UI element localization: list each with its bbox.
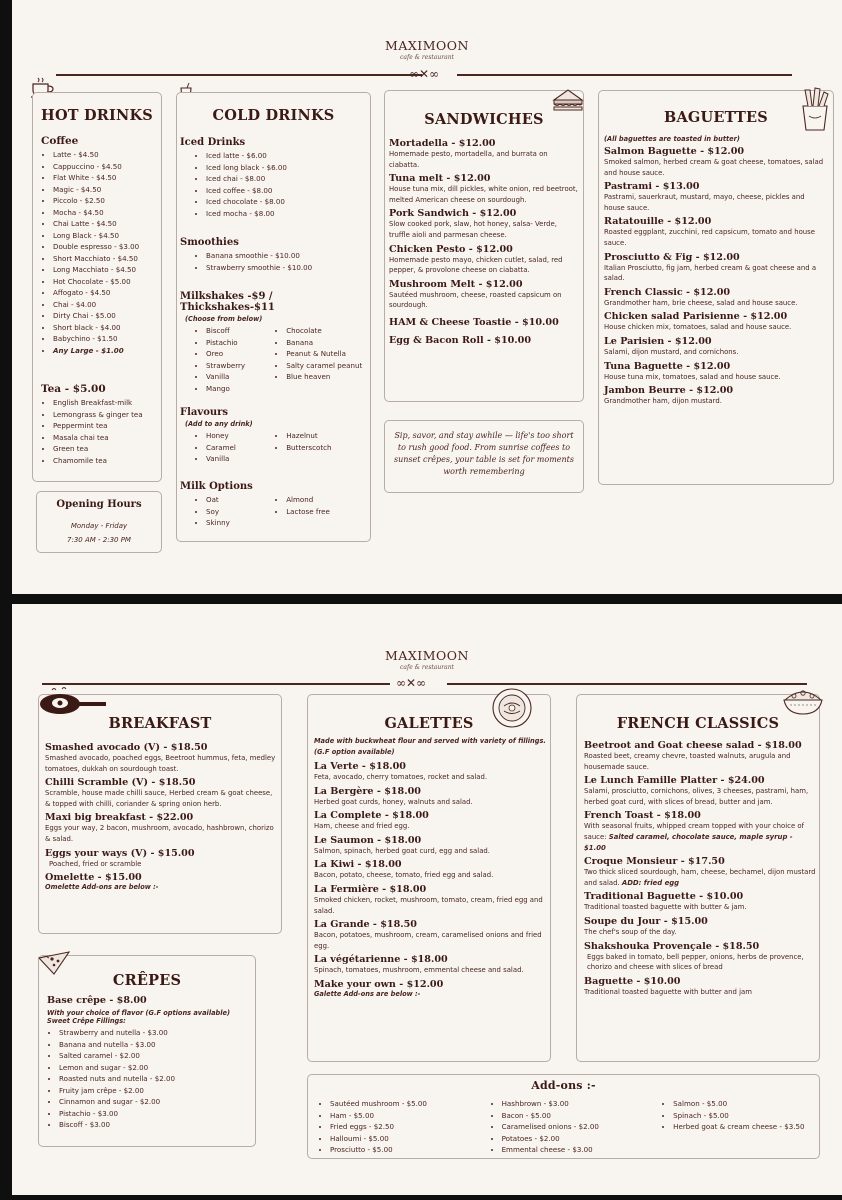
galette-name: La Fermière - $18.00 (314, 883, 427, 895)
smoothies-heading: Smoothies (180, 237, 239, 248)
addon-item: • Fried eggs - $2.50 (330, 1121, 486, 1133)
addon-item: • Sautéed mushroom - $5.00 (330, 1098, 486, 1110)
french-item-desc (584, 821, 816, 853)
milk-options-block (180, 481, 368, 529)
french-item-desc-text: Two thick sliced sourdough, ham, cheese, bechamel, dijon mustard and salad. (584, 868, 816, 887)
shakes-list-col1 (180, 325, 274, 394)
smoothies-list (180, 250, 365, 273)
tea-item: • Green tea (53, 443, 159, 455)
tagline-quote-box (384, 420, 584, 493)
iced-drinks-list (180, 150, 365, 219)
galette-name: La Kiwi - $18.00 (314, 859, 402, 871)
crepes-list (47, 992, 253, 1131)
sandwich-desc: Slow cooked pork, slaw, hot honey, salsa- Verde, truffle aioli and parmesan cheese. (389, 220, 557, 239)
sandwich-desc: Homemade pesto, mortadella, and burrata on ciabatta. (389, 150, 548, 169)
coffee-item: • Magic - $4.50 (53, 184, 159, 196)
milk-item: • Lactose free (286, 506, 368, 518)
addons-col1 (314, 1098, 486, 1156)
coffee-item: • Babychino - $1.50 (53, 333, 159, 345)
breakfast-name: Chilli Scramble (V) - $18.50 (45, 777, 196, 789)
flavours-list-col1 (180, 430, 274, 465)
baguettes-section (598, 90, 834, 485)
hot-drinks-title: HOT DRINKS (41, 107, 153, 124)
shake-item: • Salty caramel peanut (286, 360, 368, 372)
sandwiches-title: SANDWICHES (424, 111, 544, 128)
baguette-name: Salmon Baguette - $12.00 (604, 146, 745, 157)
addon-item: • Halloumi - $5.00 (330, 1133, 486, 1145)
baguette-name: Pastrami - $13.00 (604, 181, 700, 193)
baguette-name: Le Parisien - $12.00 (604, 335, 712, 347)
shake-item: • Oreo (206, 348, 274, 360)
baguette-desc: Smoked salmon, herbed cream & goat cheese, tomatoes, salad and house sauce. (604, 158, 824, 177)
coffee-item: • Long Black - $4.50 (53, 230, 159, 242)
milk-list-col1 (180, 494, 274, 529)
baguette-desc: House tuna mix, tomatoes, salad and house sauce. (604, 372, 781, 381)
french-item-name: Le Lunch Famille Platter - $24.00 (584, 775, 765, 787)
opening-days: Monday - Friday (70, 522, 128, 530)
crepe-filling-item: • Strawberry and nutella - $3.00 (59, 1027, 253, 1039)
cold-drinks-section (176, 92, 371, 542)
french-item-desc (584, 867, 816, 888)
iced-item: • Iced chai - $8.00 (206, 173, 365, 185)
sandwich-name: Chicken Pesto - $12.00 (389, 243, 513, 255)
shake-item: • Pistachio (206, 337, 274, 349)
divider-right (457, 74, 792, 76)
crepe-filling-item: • Pistachio - $3.00 (59, 1108, 253, 1120)
sandwich-name: Egg & Bacon Roll - $10.00 (389, 334, 531, 346)
divider-left (56, 74, 422, 76)
coffee-list (41, 149, 159, 356)
baguette-desc: Grandmother ham, dijon mustard. (604, 397, 722, 406)
french-item-name: Soupe du Jour - $15.00 (584, 915, 708, 927)
coffee-item: • Cappuccino - $4.50 (53, 161, 159, 173)
baguette-name: Jambon Beurre - $12.00 (604, 385, 734, 397)
galette-desc: Bacon, potatoes, mushroom, cream, caramelised onions and fried egg. (314, 931, 542, 950)
flavour-item: • Butterscotch (286, 442, 368, 454)
galette-desc: Bacon, potato, cheese, tomato, fried egg and salad. (314, 871, 494, 880)
shake-item: • Strawberry (206, 360, 274, 372)
galette-addons-note: Galette Add-ons are below :- (314, 989, 421, 998)
baguettes-note: (All baguettes are toasted in butter) (604, 135, 740, 143)
baguette-name: French Classic - $12.00 (604, 286, 731, 298)
divider-right (447, 683, 807, 685)
french-item-desc: The chef's soup of the day. (584, 927, 677, 936)
sandwich-desc: House tuna mix, dill pickles, white onion, red beetroot, melted American cheese on sourdough. (389, 185, 578, 204)
breakfast-name: Maxi big breakfast - $22.00 (45, 812, 194, 824)
french-item-name: Shakshouka Provençale - $18.50 (584, 940, 760, 952)
breakfast-desc: Poached, fried or scramble (49, 859, 142, 868)
french-classics-list (584, 737, 816, 997)
addons-title: Add-ons :- (531, 1079, 596, 1092)
addon-item: • Salmon - $5.00 (673, 1098, 819, 1110)
galette-desc: Feta, avocado, cherry tomatoes, rocket and salad. (314, 773, 488, 781)
addon-item: • Prosciutto - $5.00 (330, 1144, 486, 1156)
breakfast-section (38, 694, 282, 934)
addon-item: • Herbed goat & cream cheese - $3.50 (673, 1121, 819, 1133)
flavours-note: (Add to any drink) (185, 420, 253, 428)
crepes-title: CRÊPES (112, 972, 182, 989)
addon-item: • Caramelised onions - $2.00 (502, 1121, 658, 1133)
galette-name: La Bergère - $18.00 (314, 785, 421, 797)
french-item-name: Baguette - $10.00 (584, 975, 681, 987)
galette-name: La Grande - $18.50 (314, 919, 417, 931)
shake-item: • Chocolate (286, 325, 368, 337)
coffee-block (41, 135, 159, 356)
addon-item: • Bacon - $5.00 (502, 1110, 658, 1122)
tea-block (41, 383, 159, 466)
galette-desc: Smoked chicken, rocket, mushroom, tomato, cream, fried egg and salad. (314, 895, 543, 915)
milk-item: • Soy (206, 506, 274, 518)
sandwich-name: Pork Sandwich - $12.00 (389, 208, 517, 220)
brand-name: MAXIMOON (385, 38, 469, 53)
baguette-name: Chicken salad Parisienne - $12.00 (604, 311, 788, 323)
baguette-desc: Grandmother ham, brie cheese, salad and house sauce. (604, 298, 798, 307)
iced-item: • Iced mocha - $8.00 (206, 208, 365, 220)
salad-bowl-icon (782, 686, 824, 718)
shake-item: • Peanut & Nutella (286, 348, 368, 360)
galette-desc: Herbed goat curds, honey, walnuts and salad. (314, 797, 473, 806)
iced-drinks-heading: Iced Drinks (180, 137, 246, 148)
french-item-addon: ADD: fried egg (621, 878, 680, 887)
shakes-block (180, 291, 368, 394)
addons-col3 (657, 1098, 819, 1156)
french-item-name: Traditional Baguette - $10.00 (584, 891, 744, 903)
iced-item: • Iced coffee - $8.00 (206, 185, 365, 197)
coffee-item: • Short black - $4.00 (53, 322, 159, 334)
iced-item: • Iced long black - $6.00 (206, 162, 365, 174)
tea-item: • Lemongrass & ginger tea (53, 409, 159, 421)
shake-item: • Banana (286, 337, 368, 349)
coffee-item: • Long Macchiato - $4.50 (53, 264, 159, 276)
sandwich-name: HAM & Cheese Toastie - $10.00 (389, 316, 559, 328)
coffee-item: • Mocha - $4.50 (53, 207, 159, 219)
iced-item: • Iced latte - $6.00 (206, 150, 365, 162)
coffee-item: • Affogato - $4.50 (53, 287, 159, 299)
baguette-name: Tuna Baguette - $12.00 (604, 360, 731, 372)
hot-drinks-section (32, 92, 162, 482)
sandwich-name: Tuna melt - $12.00 (389, 173, 491, 185)
milk-item: • Skinny (206, 517, 274, 529)
crepes-note-flavor: With your choice of flavor (G.F options available) (47, 1009, 230, 1017)
divider-left (42, 683, 390, 685)
flavour-item: • Honey (206, 430, 274, 442)
galette-name: La Complete - $18.00 (314, 810, 429, 822)
coffee-item: • Chai Latte - $4.50 (53, 218, 159, 230)
galettes-note: Made with buckwheat flour and served with variety of fillings. (G.F option available) (314, 737, 546, 756)
baguette-desc: House chicken mix, tomatoes, salad and house sauce. (604, 323, 792, 332)
crepe-filling-item: • Biscoff - $3.00 (59, 1119, 253, 1131)
flavour-item: • Caramel (206, 442, 274, 454)
flavour-item: • Vanilla (206, 453, 274, 465)
tea-item: • Chamomile tea (53, 455, 159, 467)
menu-page-breakfast-crepes (12, 604, 842, 1195)
sandwiches-section (384, 90, 584, 402)
bread-bag-icon (799, 86, 831, 132)
galette-name: Le Saumon - $18.00 (314, 834, 422, 846)
flavours-heading: Flavours (180, 407, 229, 418)
french-item-addon: Salted caramel, chocolate sauce, maple syrup - $1.00 (584, 832, 793, 852)
sandwich-name: Mortadella - $12.00 (389, 138, 496, 149)
coffee-heading: Coffee (41, 135, 79, 147)
shake-item: • Mango (206, 383, 274, 395)
shake-item: • Vanilla (206, 371, 274, 383)
crepe-filling-item: • Banana and nutella - $3.00 (59, 1039, 253, 1051)
crepe-filling-item: • Salted caramel - $2.00 (59, 1050, 253, 1062)
milk-options-heading: Milk Options (180, 481, 253, 492)
crepes-section (38, 955, 256, 1147)
shakes-list-col2 (274, 325, 368, 394)
baguette-name: Prosciutto & Fig - $12.00 (604, 251, 740, 263)
french-item-desc: Eggs baked in tomato, bell pepper, onions, herbs de provence, chorizo and cheese with slices of bread (587, 952, 804, 972)
ornament-divider: ∞✕∞ (409, 67, 440, 81)
galette-name: La Verte - $18.00 (314, 761, 406, 772)
galette-desc: Salmon, spinach, herbed goat curd, egg and salad. (314, 846, 490, 855)
tagline-quote: Sip, savor, and stay awhile — life's too short to rush good food. From sunrise coffees to sunset crêpes, your table is set for moments worth remembering (393, 431, 575, 476)
coffee-item: • Chai - $4.00 (53, 299, 159, 311)
base-crepe-price: Base crêpe - $8.00 (47, 995, 147, 1006)
ornament-divider: ∞✕∞ (396, 676, 427, 690)
french-item-desc: Traditional toasted baguette with butter and jam (584, 987, 752, 996)
brand-tagline: cafe & restaurant (400, 54, 454, 61)
smoothies-block (180, 237, 365, 273)
breakfast-title: BREAKFAST (108, 715, 212, 732)
galette-plate-icon (490, 686, 534, 730)
breakfast-name: Omelette - $15.00 (45, 872, 142, 884)
frying-pan-icon (38, 686, 110, 716)
breakfast-name: Smashed avocado (V) - $18.50 (45, 742, 208, 753)
opening-hours-title: Opening Hours (56, 499, 142, 510)
flavours-block (180, 407, 368, 465)
iced-item: • Iced chocolate - $8.00 (206, 196, 365, 208)
crepe-icon (36, 948, 72, 976)
breakfast-desc: Scramble, house made chilli sauce, Herbed cream & goat cheese, & topped with chilli, coriander & spring onion herb. (45, 789, 273, 808)
breakfast-list (45, 739, 277, 891)
coffee-item: • Latte - $4.50 (53, 149, 159, 161)
milk-list-col2 (274, 494, 368, 529)
coffee-item: • Hot Chocolate - $5.00 (53, 276, 159, 288)
french-item-name: Beetroot and Goat cheese salad - $18.00 (584, 740, 802, 751)
french-item-desc: Salami, prosciutto, cornichons, olives, 3 cheeses, pastrami, ham, herbed goat curd, with slices of bread, butter and jam. (584, 787, 809, 806)
smoothie-item: • Banana smoothie - $10.00 (206, 250, 365, 262)
addon-item: • Ham - $5.00 (330, 1110, 486, 1122)
shake-item: • Biscoff (206, 325, 274, 337)
breakfast-name: Eggs your ways (V) - $15.00 (45, 847, 195, 859)
addons-col2 (486, 1098, 658, 1156)
french-item-name: Croque Monsieur - $17.50 (584, 856, 725, 868)
coffee-item: • Short Macchiato - $4.50 (53, 253, 159, 265)
coffee-item: • Piccolo - $2.50 (53, 195, 159, 207)
breakfast-desc: Eggs your way, 2 bacon, mushroom, avocado, hashbrown, chorizo & salad. (45, 824, 274, 843)
brand-logo (12, 648, 842, 671)
addon-item: • Hashbrown - $3.00 (502, 1098, 658, 1110)
brand-name: MAXIMOON (385, 648, 469, 663)
galette-name: La végétarienne - $18.00 (314, 954, 448, 966)
baguette-desc: Salami, dijon mustard, and cornichons. (604, 347, 739, 356)
galette-desc: Ham, cheese and fried egg. (314, 822, 410, 831)
sandwich-desc: Homemade pesto mayo, chicken cutlet, salad, red pepper, & provolone cheese on ciabatta. (389, 255, 563, 275)
iced-drinks-block (180, 137, 365, 219)
galettes-section (307, 694, 551, 1062)
flavours-list-col2 (274, 430, 368, 465)
shakes-heading: Milkshakes -$9 / Thickshakes-$11 (180, 291, 275, 313)
french-item-desc: Traditional toasted baguette with butter & jam. (584, 903, 747, 912)
cold-drinks-title: COLD DRINKS (212, 107, 335, 124)
smoothie-item: • Strawberry smoothie - $10.00 (206, 262, 365, 274)
sandwich-name: Mushroom Melt - $12.00 (389, 278, 523, 290)
galettes-list (314, 736, 548, 998)
brand-logo (12, 38, 842, 61)
menu-page-drinks-sandwiches (12, 0, 842, 594)
opening-time: 7:30 AM - 2:30 PM (67, 536, 131, 544)
coffee-large-extra: • Any Large - $1.00 (53, 345, 159, 357)
sandwich-icon (551, 86, 585, 114)
baguettes-list (604, 135, 824, 407)
french-classics-title: FRENCH CLASSICS (616, 715, 780, 732)
baguette-desc: Italian Prosciutto, fig jam, herbed cream & goat cheese and a salad. (604, 263, 817, 283)
baguettes-title: BAGUETTES (664, 109, 768, 126)
french-item-desc-text: With seasonal fruits, whipped cream topped with your choice of sauce: (584, 822, 805, 841)
french-classics-section (576, 694, 820, 1062)
crepe-filling-item: • Lemon and sugar - $2.00 (59, 1062, 253, 1074)
addon-item: • Emmental cheese - $3.00 (502, 1144, 658, 1156)
crepe-filling-item: • Roasted nuts and nutella - $2.00 (59, 1073, 253, 1085)
baguette-desc: Pastrami, sauerkraut, mustard, mayo, cheese, pickles and house sauce. (604, 193, 805, 212)
french-item-desc: Roasted beet, creamy chevre, toasted walnuts, arugula and housemade sauce. (584, 752, 791, 771)
opening-hours-box (36, 491, 162, 553)
coffee-item: • Double espresso - $3.00 (53, 241, 159, 253)
breakfast-desc: Smashed avocado, poached eggs, Beetroot hummus, feta, medley tomatoes, dukkah on sourdough toast. (45, 754, 276, 773)
baguette-desc: Roasted eggplant, zucchini, red capsicum, tomato and house sauce. (604, 228, 815, 247)
baguette-name: Ratatouille - $12.00 (604, 216, 712, 228)
french-item-name: French Toast - $18.00 (584, 810, 701, 822)
tea-list (41, 397, 159, 466)
tea-item: • Masala chai tea (53, 432, 159, 444)
crepes-note-fillings: Sweet Crêpe Fillings: (47, 1017, 126, 1025)
galette-desc: Spinach, tomatoes, mushroom, emmental cheese and salad. (314, 966, 524, 975)
brand-tagline: cafe & restaurant (400, 664, 454, 671)
flavour-item: • Hazelnut (286, 430, 368, 442)
shake-item: • Blue heaven (286, 371, 368, 383)
addon-item: • Potatoes - $2.00 (502, 1133, 658, 1145)
crepe-fillings-list (47, 1027, 253, 1131)
milk-item: • Almond (286, 494, 368, 506)
coffee-item: • Flat White - $4.50 (53, 172, 159, 184)
omelette-addons-note: Omelette Add-ons are below :- (45, 883, 159, 892)
crepe-filling-item: • Cinnamon and sugar - $2.00 (59, 1096, 253, 1108)
tea-item: • Peppermint tea (53, 420, 159, 432)
crepe-filling-item: • Fruity jam crêpe - $2.00 (59, 1085, 253, 1097)
shakes-note: (Choose from below) (185, 315, 263, 323)
addon-item: • Spinach - $5.00 (673, 1110, 819, 1122)
addons-section (307, 1074, 820, 1159)
milk-item: • Oat (206, 494, 274, 506)
galette-name: Make your own - $12.00 (314, 978, 444, 990)
tea-item: • English Breakfast-milk (53, 397, 159, 409)
tea-heading: Tea - $5.00 (41, 383, 106, 395)
coffee-item: • Dirty Chai - $5.00 (53, 310, 159, 322)
addons-columns (314, 1096, 819, 1156)
sandwich-desc: Sautéed mushroom, cheese, roasted capsicum on sourdough. (389, 290, 562, 310)
galettes-title: GALETTES (384, 715, 474, 732)
sandwiches-list (389, 135, 579, 346)
